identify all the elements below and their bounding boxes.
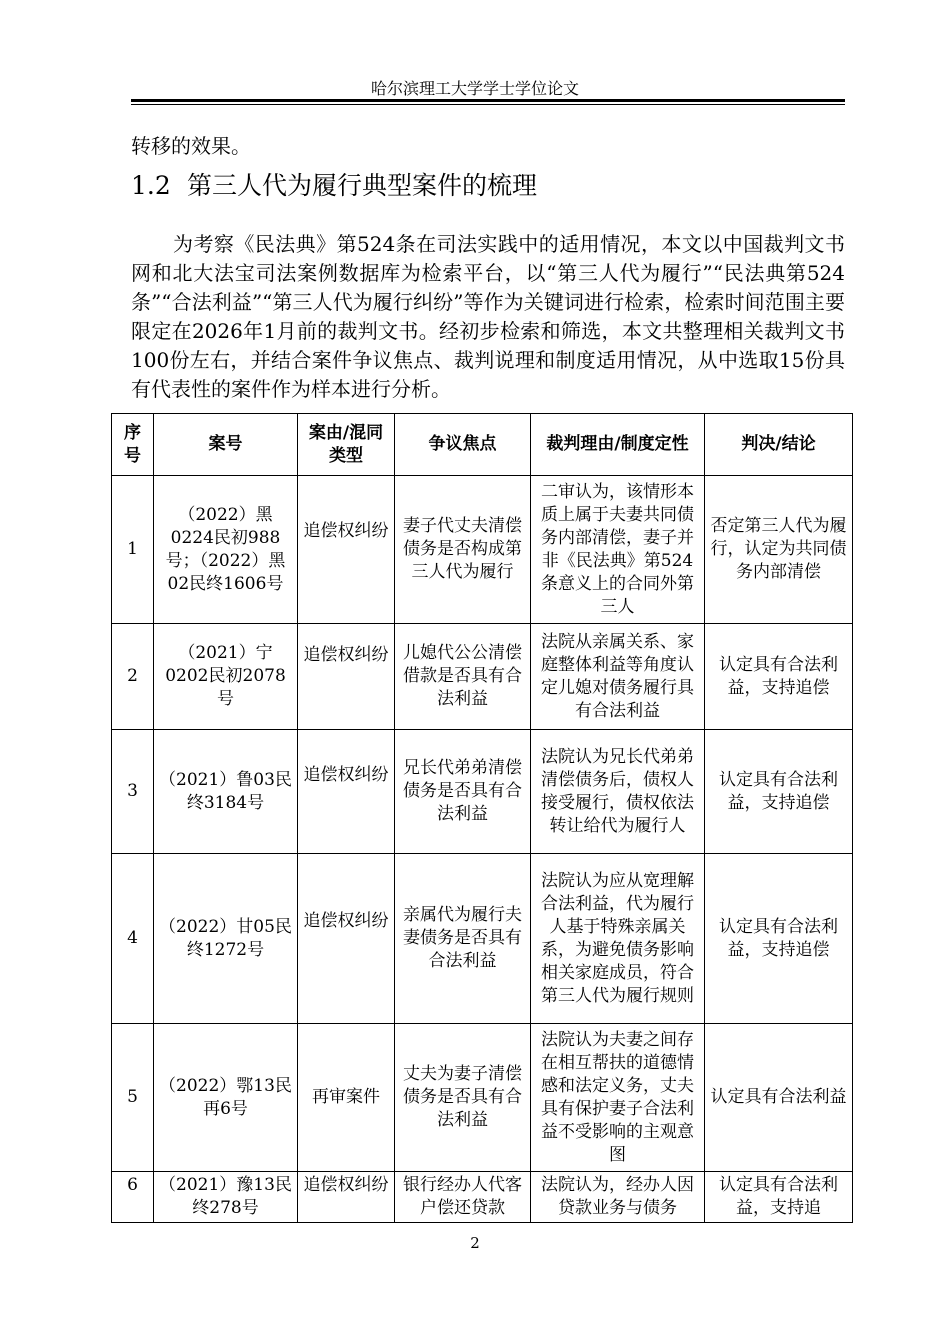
column-header: 裁判理由/制度定性 xyxy=(531,414,705,476)
cell-cause: 追偿权纠纷 xyxy=(298,476,395,624)
cell-case-number: （2022）鄂13民再6号 xyxy=(154,1024,298,1172)
continuation-text: 转移的效果。 xyxy=(131,134,251,158)
cell-reasoning: 法院认为应从宽理解合法利益，代为履行人基于特殊亲属关系，为避免债务影响相关家庭成员，符合第三人代为履行规则 xyxy=(531,854,705,1024)
cell-dispute: 亲属代为履行夫妻债务是否具有合法利益 xyxy=(395,854,531,1024)
cell-dispute: 兄长代弟弟清偿债务是否具有合法利益 xyxy=(395,730,531,854)
cell-cause: 追偿权纠纷 xyxy=(298,624,395,730)
cell-reasoning: 二审认为，该情形本质上属于夫妻共同债务内部清偿，妻子并非《民法典》第524条意义上的合同外第三人 xyxy=(531,476,705,624)
table-row xyxy=(112,730,853,854)
cell-case-number: （2021）鲁03民终3184号 xyxy=(154,730,298,854)
cell-judgment: 认定具有合法利益，支持追偿 xyxy=(705,624,853,730)
cell-judgment: 否定第三人代为履行，认定为共同债务内部清偿 xyxy=(705,476,853,624)
cell-dispute: 丈夫为妻子清偿债务是否具有合法利益 xyxy=(395,1024,531,1172)
cell-dispute: 妻子代丈夫清偿债务是否构成第三人代为履行 xyxy=(395,476,531,624)
table-row xyxy=(112,624,853,730)
cell-index: 2 xyxy=(112,624,154,730)
column-header: 序号 xyxy=(112,414,154,476)
cell-case-number: （2022）甘05民终1272号 xyxy=(154,854,298,1024)
cell-judgment: 认定具有合法利益，支持追偿 xyxy=(705,730,853,854)
header-rule xyxy=(131,99,845,102)
cell-cause: 追偿权纠纷 xyxy=(298,1172,395,1223)
case-table xyxy=(111,413,853,1223)
header-rule-thin xyxy=(131,104,845,105)
cell-reasoning: 法院认为，经办人因贷款业务与债务 xyxy=(531,1172,705,1223)
cell-index: 5 xyxy=(112,1024,154,1172)
table-header-row xyxy=(112,414,853,476)
cell-case-number: （2021）豫13民终278号 xyxy=(154,1172,298,1223)
cell-dispute: 银行经办人代客户偿还贷款 xyxy=(395,1172,531,1223)
cell-cause: 追偿权纠纷 xyxy=(298,854,395,1024)
cell-case-number: （2021）宁0202民初2078号 xyxy=(154,624,298,730)
cell-index: 6 xyxy=(112,1172,154,1223)
cell-index: 1 xyxy=(112,476,154,624)
section-title: 第三人代为履行典型案件的梳理 xyxy=(187,171,538,200)
table-row xyxy=(112,1024,853,1172)
cell-index: 3 xyxy=(112,730,154,854)
cell-index: 4 xyxy=(112,854,154,1024)
cell-case-number: （2022）黑0224民初988号；（2022）黑02民终1606号 xyxy=(154,476,298,624)
table-row xyxy=(112,476,853,624)
section-number: 1.2 xyxy=(131,171,171,200)
cell-reasoning: 法院认为夫妻之间存在相互帮扶的道德情感和法定义务，丈夫具有保护妻子合法利益不受影响的主观意图 xyxy=(531,1024,705,1172)
cell-dispute: 儿媳代公公清偿借款是否具有合法利益 xyxy=(395,624,531,730)
table-row xyxy=(112,854,853,1024)
cell-cause: 追偿权纠纷 xyxy=(298,730,395,854)
page-number: 2 xyxy=(470,1234,480,1252)
column-header: 争议焦点 xyxy=(395,414,531,476)
cell-judgment: 认定具有合法利益，支持追偿 xyxy=(705,854,853,1024)
table-row xyxy=(112,1172,853,1223)
body-paragraph: 为考察《民法典》第524条在司法实践中的适用情况，本文以中国裁判文书网和北大法宝司法案例数据库为检索平台，以“第三人代为履行”“民法典第524条”“合法利益”“第三人代为履行纠纷”等作为关键词进行检索，检索时间范围主要限定在2026年1月前的裁判文书。经初步检索和筛选，本文共整理相关裁判文书100份左右，并结合案件争议焦点、裁判说理和制度适用情况，从中选取15份具有代表性的案件作为样本进行分析。 xyxy=(131,232,845,401)
column-header: 判决/结论 xyxy=(705,414,853,476)
running-header: 哈尔滨理工大学学士学位论文 xyxy=(370,79,579,98)
section-heading xyxy=(131,168,537,204)
cell-reasoning: 法院认为兄长代弟弟清偿债务后，债权人接受履行，债权依法转让给代为履行人 xyxy=(531,730,705,854)
column-header: 案号 xyxy=(154,414,298,476)
cell-reasoning: 法院从亲属关系、家庭整体利益等角度认定儿媳对债务履行具有合法利益 xyxy=(531,624,705,730)
cell-judgment: 认定具有合法利益，支持追 xyxy=(705,1172,853,1223)
cell-judgment: 认定具有合法利益 xyxy=(705,1024,853,1172)
column-header: 案由/混同类型 xyxy=(298,414,395,476)
cell-cause: 再审案件 xyxy=(298,1024,395,1172)
